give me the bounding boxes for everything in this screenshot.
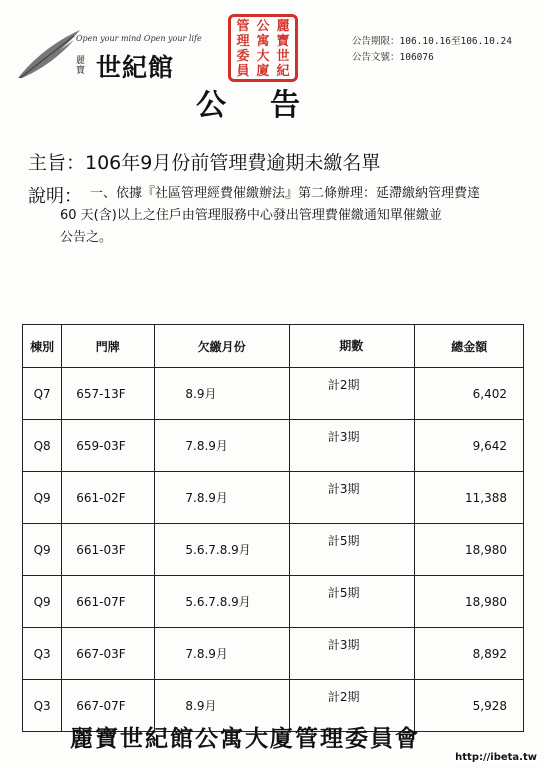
cell-months: 8.9月: [155, 368, 290, 420]
seal-char: 世: [276, 49, 290, 64]
cell-periods: 計2期: [289, 368, 414, 420]
seal-char: 紀: [276, 64, 290, 79]
cell-periods: 計2期: [289, 680, 414, 732]
seal-char: 員: [236, 64, 250, 79]
cell-building: Q3: [23, 628, 62, 680]
cell-total: 18,980: [414, 524, 523, 576]
table-row: [23, 420, 524, 472]
logo-brand-name: 世紀館: [96, 53, 175, 82]
description-line: 60 天(含)以上之住戶由管理服務中心發出管理費催繳通知單催繳並: [60, 208, 442, 223]
cell-unit: 667-07F: [62, 680, 155, 732]
table-row: [23, 368, 524, 420]
header-unit: 門牌: [62, 325, 155, 368]
description-text: [60, 183, 532, 249]
subject-line: 主旨：106年9月份前管理費逾期未繳名單: [28, 152, 381, 174]
cell-building: Q8: [23, 420, 62, 472]
cell-total: 9,642: [414, 420, 523, 472]
header-building: 棟別: [23, 325, 62, 368]
cell-total: 18,980: [414, 576, 523, 628]
cell-unit: 667-03F: [62, 628, 155, 680]
header-total: 總金額: [414, 325, 523, 368]
cell-total: 11,388: [414, 472, 523, 524]
cell-unit: 661-03F: [62, 524, 155, 576]
committee-signature: 麗寶世紀館公寓大廈管理委員會: [70, 726, 420, 752]
cell-periods: 計3期: [289, 628, 414, 680]
notice-meta: [352, 34, 512, 66]
description-label: 說明：: [28, 186, 82, 207]
table-header-row: [23, 325, 524, 368]
cell-months: 5.6.7.8.9月: [155, 524, 290, 576]
table-row: [23, 472, 524, 524]
cell-building: Q9: [23, 576, 62, 628]
cell-months: 7.8.9月: [155, 420, 290, 472]
logo-tagline: Open your mind Open your life: [76, 34, 202, 43]
seal-char: 廈: [256, 64, 270, 79]
cell-unit: 661-02F: [62, 472, 155, 524]
table-row: [23, 524, 524, 576]
cell-months: 5.6.7.8.9月: [155, 576, 290, 628]
site-watermark: http://ibeta.tw: [452, 751, 540, 764]
seal-char: 寶: [276, 34, 290, 49]
cell-building: Q7: [23, 368, 62, 420]
cell-months: 7.8.9月: [155, 628, 290, 680]
cell-periods: 計5期: [289, 576, 414, 628]
cell-months: 8.9月: [155, 680, 290, 732]
cell-building: Q9: [23, 472, 62, 524]
seal-char: 麗: [276, 19, 290, 34]
cell-total: 6,402: [414, 368, 523, 420]
seal-char: 大: [256, 49, 270, 64]
table-row: [23, 576, 524, 628]
cell-unit: 659-03F: [62, 420, 155, 472]
cell-periods: 計3期: [289, 472, 414, 524]
community-logo: [14, 28, 202, 84]
cell-unit: 657-13F: [62, 368, 155, 420]
description-line: 公告之。: [60, 230, 113, 245]
cell-building: Q9: [23, 524, 62, 576]
notice-number: 公告文號：106076: [352, 52, 434, 63]
arrears-table: [22, 324, 524, 732]
seal-char: 寓: [256, 34, 270, 49]
seal-char: 公: [256, 19, 270, 34]
seal-char: 管: [236, 19, 250, 34]
cell-periods: 計3期: [289, 420, 414, 472]
committee-seal: [228, 14, 298, 82]
cell-unit: 661-07F: [62, 576, 155, 628]
header-periods: 期數: [289, 325, 414, 368]
logo-brand-sub: 麗寶: [76, 56, 86, 76]
description-line: 一、依據『社區管理經費催繳辦法』第二條辦理：延滯繳納管理費達: [90, 186, 481, 201]
cell-building: Q3: [23, 680, 62, 732]
header-months: 欠繳月份: [155, 325, 290, 368]
page-title: 公告: [196, 88, 344, 123]
seal-char: 理: [236, 34, 250, 49]
notice-period: 公告期限：106.10.16至106.10.24: [352, 36, 512, 47]
cell-total: 8,892: [414, 628, 523, 680]
cell-months: 7.8.9月: [155, 472, 290, 524]
table-row: [23, 628, 524, 680]
cell-total: 5,928: [414, 680, 523, 732]
feather-icon: [14, 28, 84, 80]
cell-periods: 計5期: [289, 524, 414, 576]
seal-char: 委: [236, 49, 250, 64]
